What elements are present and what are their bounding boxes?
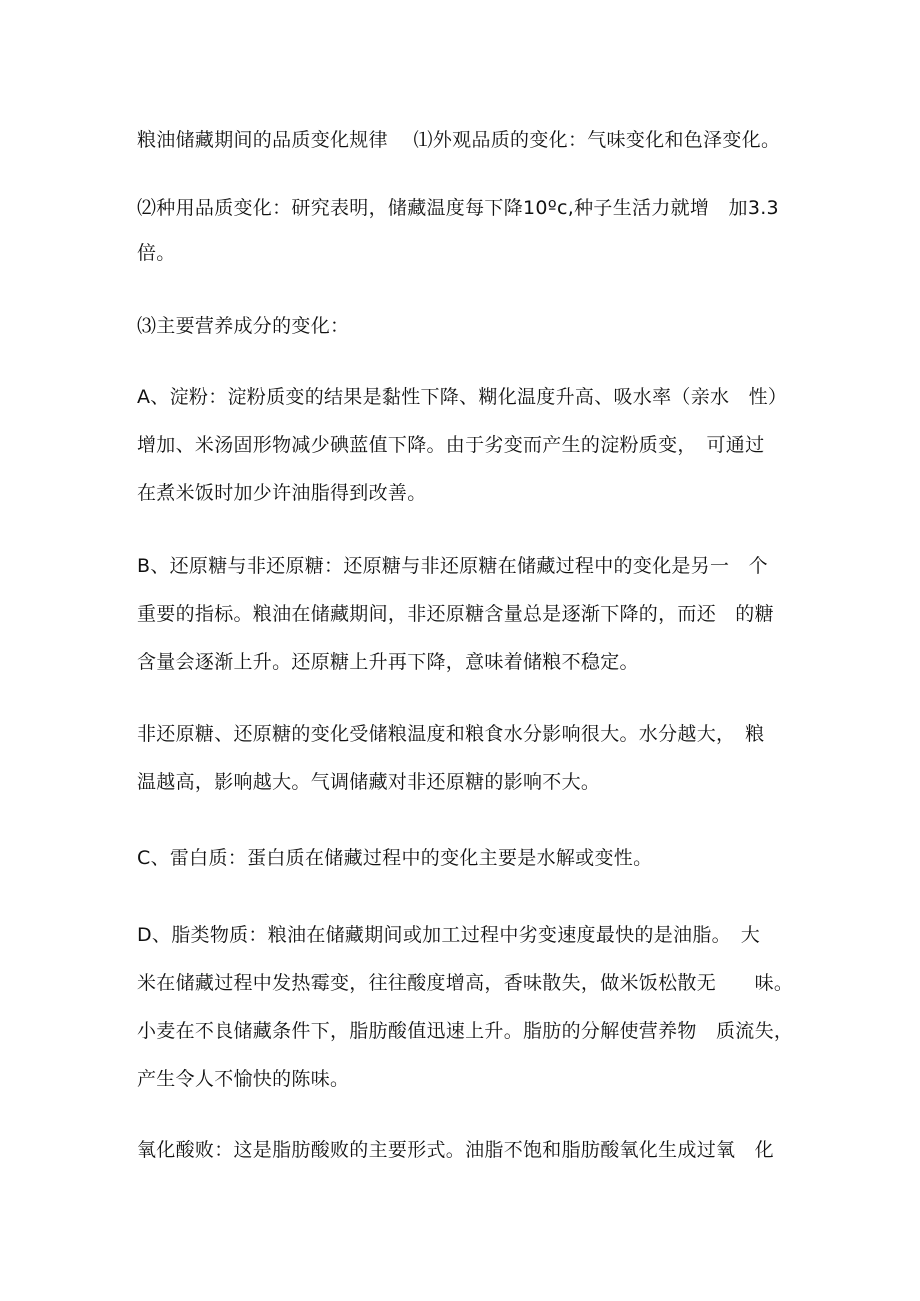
paragraph-4-line-2: 增加、米汤固形物减少碘蓝值下降。由于劣变而产生的淀粉质变， 可通过 (137, 434, 765, 456)
paragraph-6-line-2: 温越高，影响越大。气调储藏对非还原糖的影响不大。 (137, 771, 601, 793)
paragraph-8-line-3: 小麦在不良储藏条件下，脂肪酸值迅速上升。脂肪的分解使营养物 质流失， (137, 1020, 794, 1042)
paragraph-3-line-1: ⑶主要营养成分的变化： (137, 315, 350, 337)
paragraph-2-line-1: ⑵种用品质变化：研究表明，储藏温度每下降10ºc,种子生活力就增 加3.3 (137, 197, 779, 219)
paragraph-8-line-2: 米在储藏过程中发热霉变，往往酸度增高，香味散失，做米饭松散无 味。 (137, 972, 794, 994)
paragraph-7-line-1: C、雷白质：蛋白质在储藏过程中的变化主要是水解或变性。 (137, 847, 653, 869)
paragraph-6-line-1: 非还原糖、还原糖的变化受储粮温度和粮食水分影响很大。水分越大， 粮 (137, 723, 765, 745)
paragraph-4-line-1: A、淀粉：淀粉质变的结果是黏性下降、糊化温度升高、吸水率（亲水 性） (137, 386, 788, 408)
paragraph-2-line-2: 倍。 (137, 242, 176, 264)
paragraph-9-line-1: 氧化酸败：这是脂肪酸败的主要形式。油脂不饱和脂肪酸氧化生成过氧 化 (137, 1139, 774, 1161)
paragraph-8-line-1: D、脂类物质：粮油在储藏期间或加工过程中劣变速度最快的是油脂。 大 (137, 924, 761, 946)
paragraph-1-line-1: 粮油储藏期间的品质变化规律 ⑴外观品质的变化：气味变化和色泽变化。 (137, 129, 781, 151)
paragraph-5-line-2: 重要的指标。粮油在储藏期间，非还原糖含量总是逐渐下降的，而还 的糖 (137, 603, 774, 625)
paragraph-8-line-4: 产生令人不愉快的陈味。 (137, 1068, 350, 1090)
paragraph-4-line-3: 在煮米饭时加少许油脂得到改善。 (137, 482, 427, 504)
paragraph-5-line-1: B、还原糖与非还原糖：还原糖与非还原糖在储藏过程中的变化是另一 个 (137, 555, 768, 577)
paragraph-5-line-3: 含量会逐渐上升。还原糖上升再下降，意味着储粮不稳定。 (137, 651, 639, 673)
